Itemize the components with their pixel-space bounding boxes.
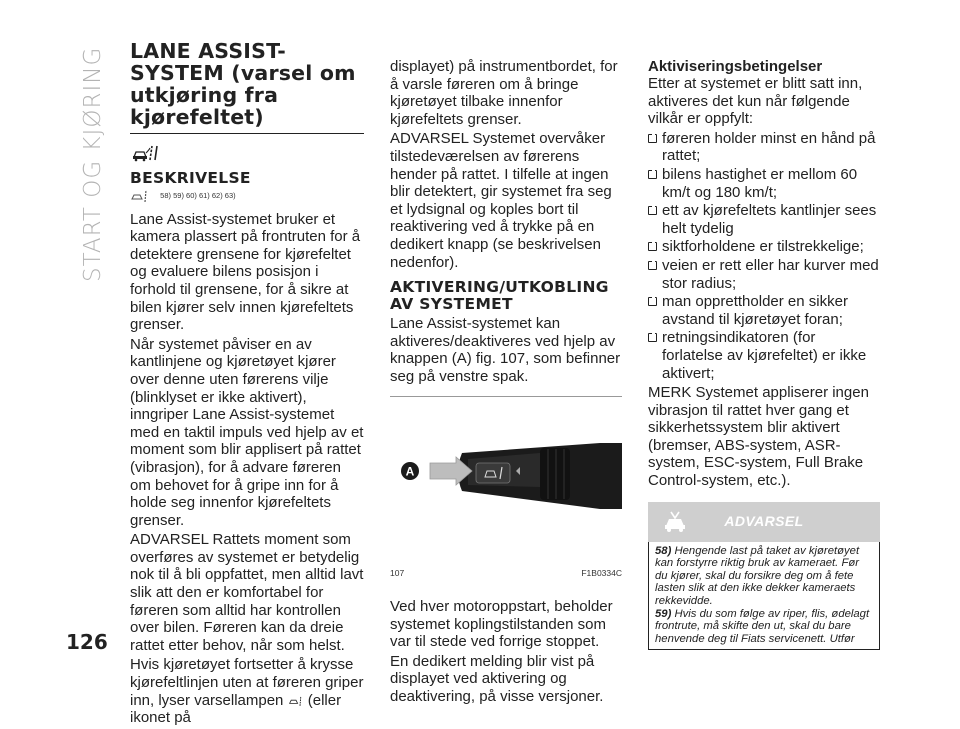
hands-on-paragraph: ADVARSEL Systemet overvåker tilstedeværelsen av førerens hender på rattet. I tilfelle at ingen blir detektert, gir systemet fra seg et lydsignal og koples bort til reaktivering ved å trykke på en dedikert knapp (se beskrivelsen nedenfor). [390, 130, 612, 271]
startup-paragraph: Ved hver motoroppstart, beholder systemet koplingstilstanden som var til stede ved forrige stoppet. [390, 598, 613, 651]
continued-paragraph: displayet) på instrumentbordet, for å varsle føreren om å bringe kjøretøyet tilbake innenfor kjørefeltets grenser. [390, 58, 618, 128]
list-item: man opprettholder en sikker avstand til kjøretøyet foran; [648, 293, 880, 328]
conditions-intro: Etter at systemet er blitt satt inn, aktiveres det kun når følgende vilkår er oppfylt: [648, 75, 863, 128]
section-title-conditions: Aktiviseringsbetingelser [648, 58, 823, 75]
lane-departure-car-icon [130, 144, 160, 162]
figure-code: F1B0334C [581, 567, 622, 578]
bullet-icon [648, 134, 657, 143]
display-message-paragraph: En dedikert melding blir vist på displayet ved aktivering og deaktivering, på visse versjoner. [390, 652, 604, 706]
heading-divider [130, 133, 364, 134]
list-item: veien er rett eller har kurver med stor radius; [648, 257, 880, 292]
figure-107 [390, 401, 622, 563]
column-2 [390, 58, 622, 708]
figure-callout-a: A [405, 464, 415, 478]
bullet-icon [648, 170, 657, 179]
warning-references: 58) 59) 60) 61) 62) 63) [160, 191, 236, 200]
list-item: ett av kjørefeltets kantlinjer sees helt tydelig [648, 202, 880, 237]
warning-body [648, 542, 880, 651]
note-paragraph: MERK Systemet appliserer ingen vibrasjon til rattet hver gang et sikkerhetssystem blir aktivert (bremser, ABS-system, ASR-system, ESC-system, Full Brake Control-system, etc.). [648, 384, 869, 490]
bullet-icon [648, 261, 657, 270]
description-paragraph-3: ADVARSEL Rattets moment som overføres av systemet er betydelig nok til å bli oppfattet, men alltid lavt slik att den er komfortabel for føreren som alltid har kontrollen over bilen. Føreren kan da dreie rattet etter behov, når som helst. [130, 531, 364, 654]
icon-row [130, 144, 364, 164]
list-item: siktforholdene er tilstrekkelige; [648, 238, 880, 256]
left-stalk-illustration [390, 401, 622, 563]
bullet-icon [648, 206, 657, 215]
lane-assist-small-icon [130, 189, 150, 203]
column-3 [648, 58, 880, 650]
conditions-list [648, 130, 880, 382]
figure-number: 107 [390, 567, 405, 578]
column-1 [130, 40, 364, 729]
warning-title: ADVARSEL [724, 512, 804, 529]
figure-caption [390, 565, 622, 583]
description-paragraph-4: Hvis kjøretøyet fortsetter å krysse kjørefeltlinjen uten at føreren griper inn, lyser varsellampen (eller ikonet på [130, 656, 364, 727]
list-item: føreren holder minst en hånd på rattet; [648, 130, 880, 165]
page-heading: LANE ASSIST-SYSTEM (varsel om utkjøring fra kjørefeltet) [130, 39, 356, 129]
bullet-icon [648, 297, 657, 306]
warning-header [648, 502, 880, 542]
list-item: retningsindikatoren (for forlatelse av kjørefeltet) er ikke aktivert; [648, 329, 880, 382]
section-title-activation: AKTIVERING/UTKOBLING AV SYSTEMET [390, 278, 609, 314]
bullet-icon [648, 333, 657, 342]
description-paragraph-2: Når systemet påviser en av kantlinjene og kjøretøyet kjører over denne uten førerens vilje (blinklyset er ikke aktivert), inngriper Lane Assist-systemet med en taktil impuls ved hjelp av et moment som blir applisert på rattet (vibrasjon), for å advare føreren om behovet for å gripe inn for å holde seg innenfor kjørefeltets grenser. [130, 335, 364, 529]
warning-item: 59) Hvis du som følge av riper, flis, ødelagt frontrute, må skifte den ut, skal du bare henvende deg til Fiats servicenett. Utfør [655, 607, 870, 645]
warning-car-icon [662, 509, 688, 533]
list-item: bilens hastighet er mellom 60 km/t og 180 km/t; [648, 166, 880, 201]
section-title-description: BESKRIVELSE [130, 169, 251, 187]
bullet-icon [648, 242, 657, 251]
side-section-title: START OG KJØRING [80, 46, 106, 282]
description-paragraph-1: Lane Assist-systemet bruker et kamera plassert på frontruten for å detektere grensene for kjørefeltet og evaluere bilens posisjon i forhold til grensene, for å sikre at bilen kjører selv innen kjørefeltets grenser. [130, 210, 361, 334]
warning-box [648, 502, 880, 651]
warning-item: 58) Hengende last på taket av kjøretøyet kan forstyrre riktig bruk av kameraet. Før du kjører, skal du forsikre deg om å fete lasten slik at den ikke dekker kameraets rekkevidde. [655, 544, 860, 608]
page-number: 126 [66, 630, 108, 654]
activation-paragraph: Lane Assist-systemet kan aktiveres/deaktiveres ved hjelp av knappen (A) fig. 107, som befinner seg på venstre spak. [390, 315, 621, 385]
figure-top-rule [390, 396, 622, 397]
lane-assist-warning-lamp-icon [288, 694, 304, 708]
